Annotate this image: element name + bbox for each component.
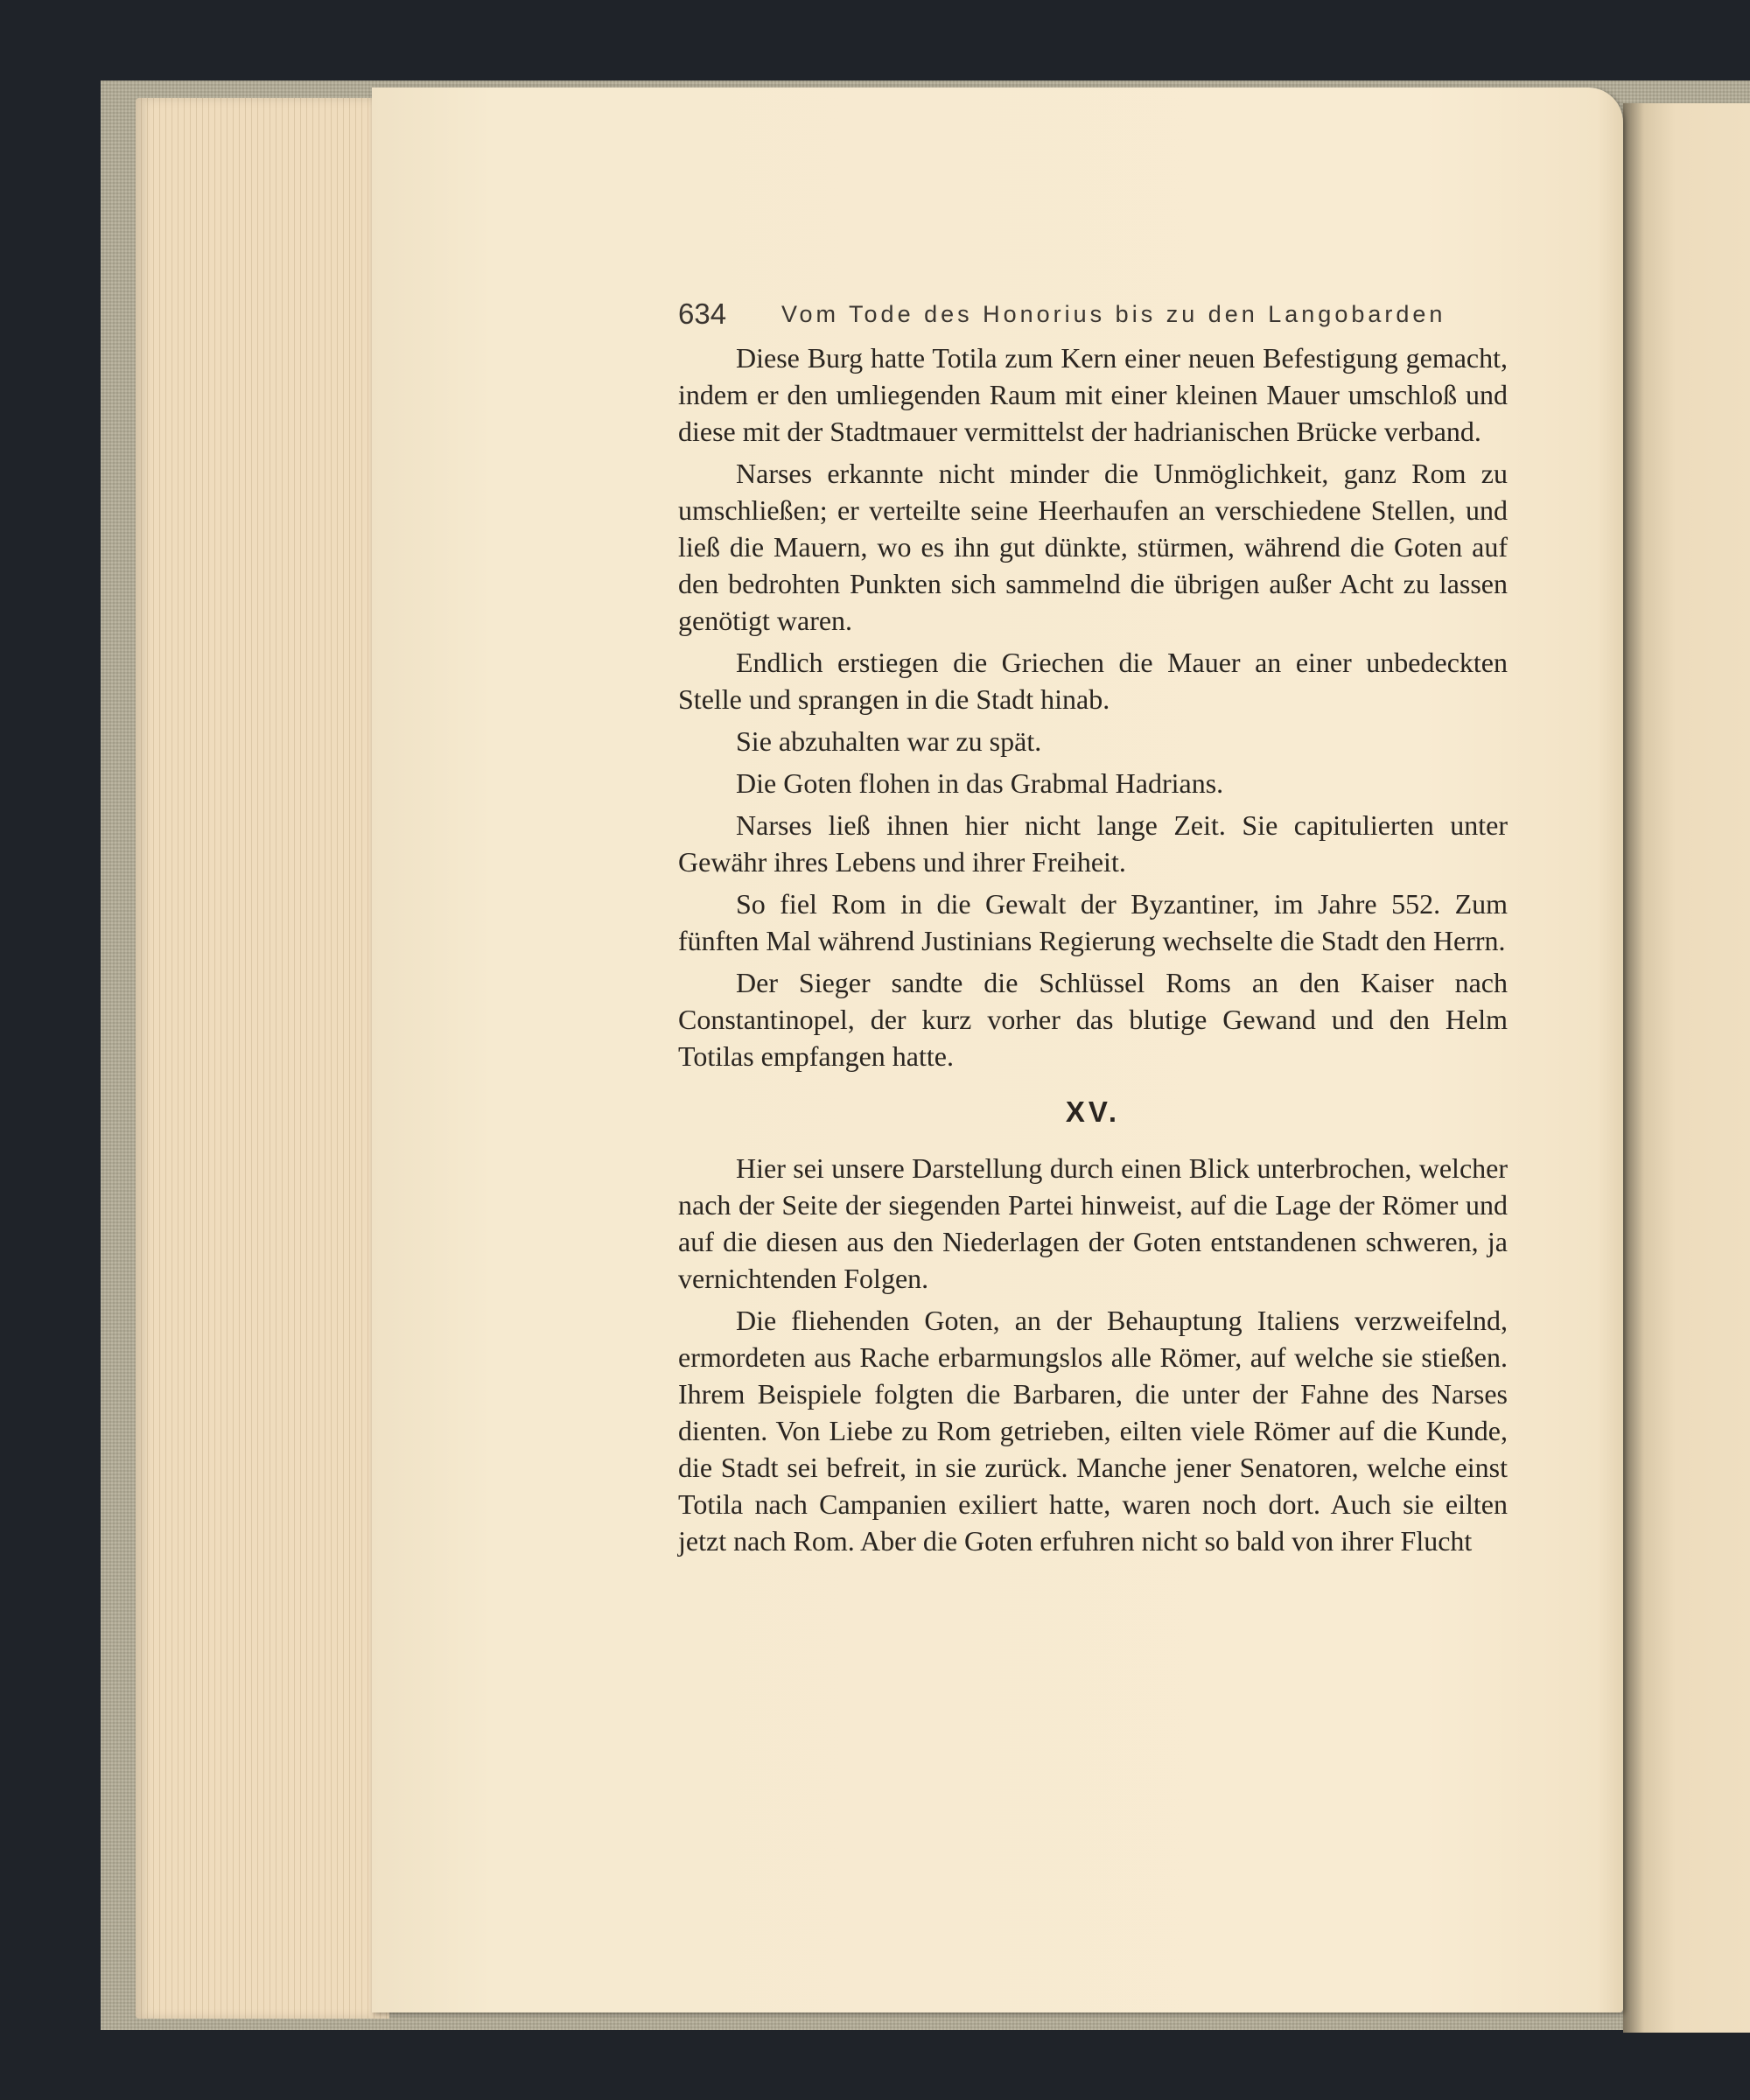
paragraph: Sie abzuhalten war zu spät. bbox=[736, 725, 1042, 757]
paragraph: Narses erkannte nicht minder die Unmöglichkeit, ganz Rom zu umschließen; er verteilte seine Heerhaufen an verschiedene Stellen, und ließ die Mauern, wo es ihn gut dünkte, stürmen, während die Goten auf den bedrohten Punkten sich sammelnd die übrigen außer Acht zu lassen genötigt waren. bbox=[678, 458, 1508, 636]
paragraph: Diese Burg hatte Totila zum Kern einer neuen Befestigung gemacht, indem er den umliegenden Raum mit einer kleinen Mauer umschloß und diese mit der Stadtmauer vermittelst der hadrianischen Brücke verband. bbox=[678, 342, 1508, 447]
paragraph: Hier sei unsere Darstellung durch einen Blick unterbrochen, welcher nach der Seite der siegenden Partei hinweist, auf die Lage der Römer und auf die diesen aus den Niederlagen der Goten entstandenen schweren, ja vernichtenden Folgen. bbox=[678, 1152, 1508, 1294]
page-header bbox=[678, 289, 1508, 340]
running-title: Vom Tode des Honorius bis zu den Langobarden bbox=[781, 301, 1446, 327]
paragraph: Endlich erstiegen die Griechen die Mauer an einer unbedeckten Stelle und sprangen in die Stadt hinab. bbox=[678, 647, 1508, 715]
page-edges bbox=[136, 98, 389, 2019]
page-number: 634 bbox=[678, 298, 727, 330]
paragraph: Narses ließ ihnen hier nicht lange Zeit. Sie capitulierten unter Gewähr ihres Lebens und ihrer Freiheit. bbox=[678, 809, 1508, 878]
paragraph: Die fliehenden Goten, an der Behauptung Italiens verzweifelnd, ermordeten aus Rache erbarmungslos alle Römer, auf welche sie stießen. Ihrem Beispiele folgten die Barbaren, die unter der Fahne des Narses dienten. Von Liebe zu Rom getrieben, eilten viele Römer auf die Kunde, die Stadt sei befreit, in sie zurück. Manche jener Senatoren, welche einst Totila nach Campanien exiliert hatte, waren noch dort. Auch sie eilten jetzt nach Rom. Aber die Goten erfuhren nicht so bald von ihrer Flucht bbox=[678, 1305, 1508, 1557]
section-heading: XV. bbox=[1065, 1096, 1121, 1128]
paragraph: Die Goten flohen in das Grabmal Hadrians. bbox=[736, 767, 1224, 799]
paragraph: So fiel Rom in die Gewalt der Byzantiner, im Jahre 552. Zum fünften Mal während Justinians Regierung wechselte die Stadt den Herrn. bbox=[678, 888, 1508, 956]
facing-page-edge bbox=[1623, 103, 1750, 2033]
page-text bbox=[678, 289, 1508, 1559]
paragraph: Der Sieger sandte die Schlüssel Roms an den Kaiser nach Constantinopel, der kurz vorher das blutige Gewand und den Helm Totilas empfangen hatte. bbox=[678, 967, 1508, 1072]
